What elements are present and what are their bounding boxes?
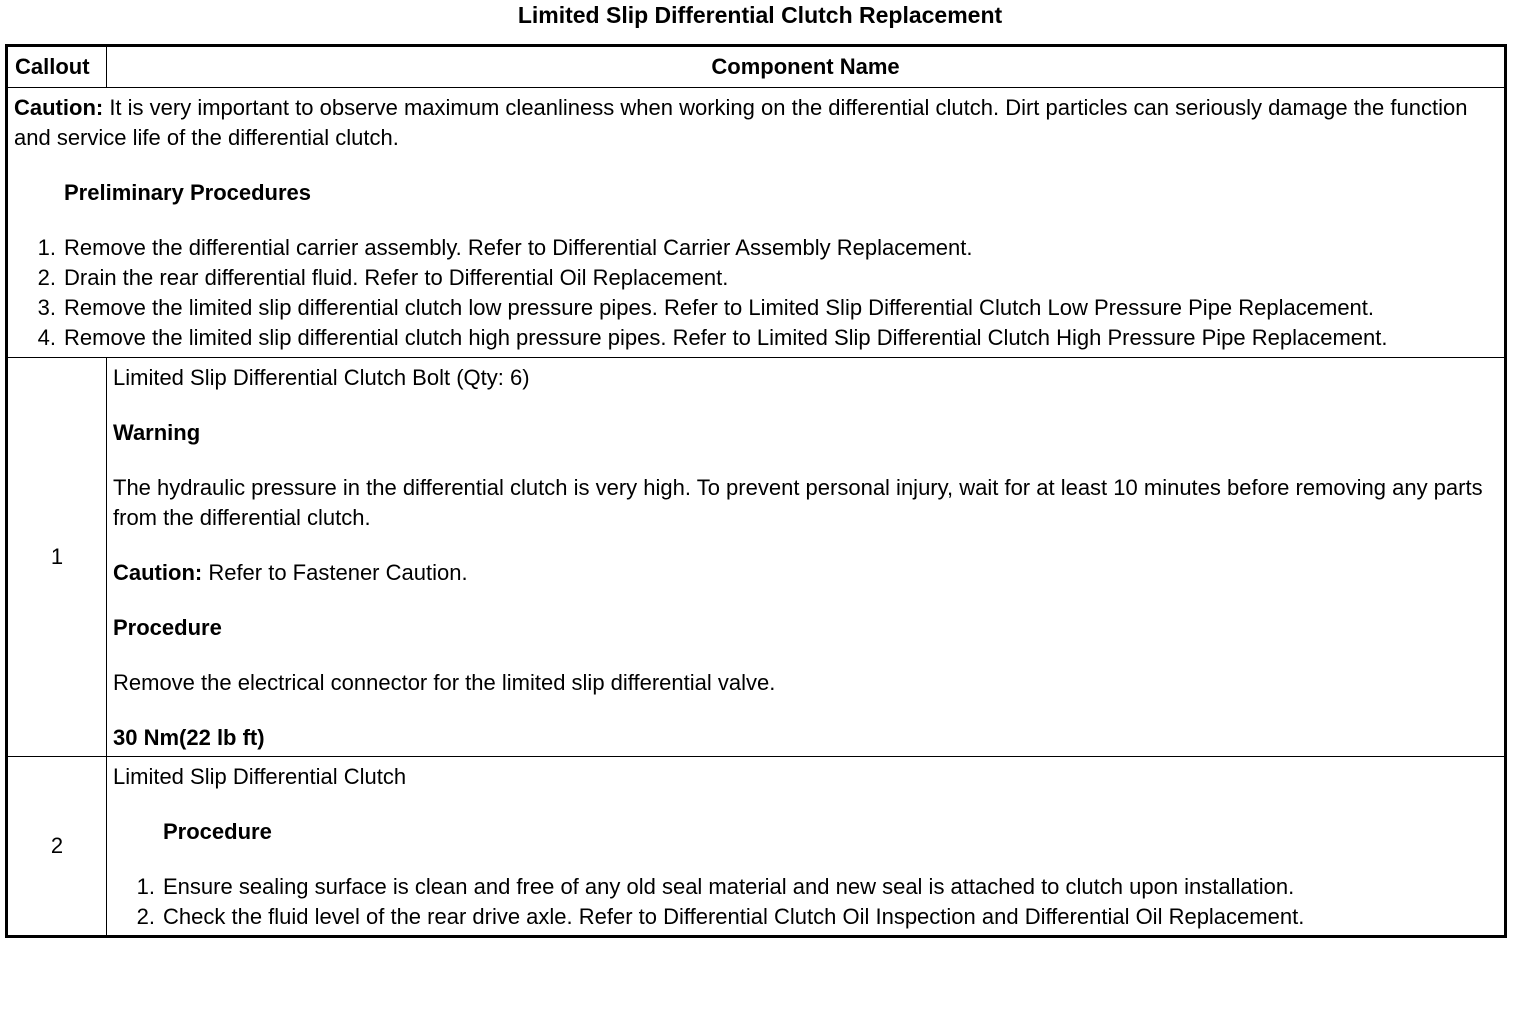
step-number: 4. bbox=[37, 325, 56, 350]
procedure-table bbox=[5, 44, 1507, 938]
warning-heading: Warning bbox=[113, 420, 201, 445]
table-row bbox=[7, 757, 1506, 937]
step-text: Remove the differential carrier assembly. Refer to Differential Carrier Assembly Replacement. bbox=[64, 235, 973, 260]
list-item bbox=[113, 872, 1498, 902]
caution-paragraph bbox=[14, 93, 1498, 153]
step-number: 3. bbox=[37, 295, 56, 320]
table-row bbox=[7, 358, 1506, 757]
step-text: Check the fluid level of the rear drive axle. Refer to Differential Clutch Oil Inspection and Differential Oil Replacement. bbox=[163, 904, 1305, 929]
step-text: Drain the rear differential fluid. Refer to Differential Oil Replacement. bbox=[64, 265, 729, 290]
page-title: Limited Slip Differential Clutch Replacement bbox=[517, 2, 1003, 28]
component-name: Limited Slip Differential Clutch Bolt (Qty: 6) bbox=[113, 365, 530, 390]
torque-spec: 30 Nm(22 lb ft) bbox=[113, 725, 265, 750]
warning-text: The hydraulic pressure in the differential clutch is very high. To prevent personal injury, wait for at least 10 minutes before removing any parts from the differential clutch. bbox=[113, 475, 1483, 530]
step-text: Remove the limited slip differential clutch low pressure pipes. Refer to Limited Slip Differential Clutch Low Pressure Pipe Replacement. bbox=[64, 295, 1375, 320]
step-text: Remove the limited slip differential clutch high pressure pipes. Refer to Limited Slip Differential Clutch High Pressure Pipe Replacement. bbox=[64, 325, 1388, 350]
component-name: Limited Slip Differential Clutch bbox=[113, 764, 407, 789]
caution-cell bbox=[7, 88, 1506, 358]
component-cell bbox=[107, 757, 1506, 937]
caution-row bbox=[7, 88, 1506, 358]
callout-number: 1 bbox=[7, 358, 107, 757]
callout-header: Callout bbox=[7, 46, 107, 88]
caution-label: Caution: bbox=[113, 560, 203, 585]
header-row bbox=[7, 46, 1506, 88]
procedure-heading: Procedure bbox=[113, 615, 222, 640]
procedure-heading: Procedure bbox=[163, 819, 272, 844]
preliminary-heading: Preliminary Procedures bbox=[64, 180, 312, 205]
step-number: 2. bbox=[136, 904, 155, 929]
list-item bbox=[14, 233, 1498, 263]
step-number: 1. bbox=[37, 235, 56, 260]
callout-number: 2 bbox=[7, 757, 107, 937]
step-text: Ensure sealing surface is clean and free of any old seal material and new seal is attached to clutch upon installation. bbox=[163, 874, 1295, 899]
procedure-steps bbox=[113, 872, 1498, 932]
component-cell bbox=[107, 358, 1506, 757]
list-item bbox=[113, 902, 1498, 932]
preliminary-steps bbox=[14, 233, 1498, 353]
caution-text: It is very important to observe maximum cleanliness when working on the differential clutch. Dirt particles can seriously damage the function and service life of the differential clutch. bbox=[14, 95, 1468, 150]
caution-paragraph bbox=[113, 558, 1498, 588]
step-number: 1. bbox=[136, 874, 155, 899]
component-name-header: Component Name bbox=[107, 46, 1506, 88]
procedure-text: Remove the electrical connector for the limited slip differential valve. bbox=[113, 670, 776, 695]
caution-text: Refer to Fastener Caution. bbox=[202, 560, 468, 585]
step-number: 2. bbox=[37, 265, 56, 290]
list-item bbox=[14, 263, 1498, 293]
list-item bbox=[14, 323, 1498, 353]
caution-label: Caution: bbox=[14, 95, 104, 120]
list-item bbox=[14, 293, 1498, 323]
